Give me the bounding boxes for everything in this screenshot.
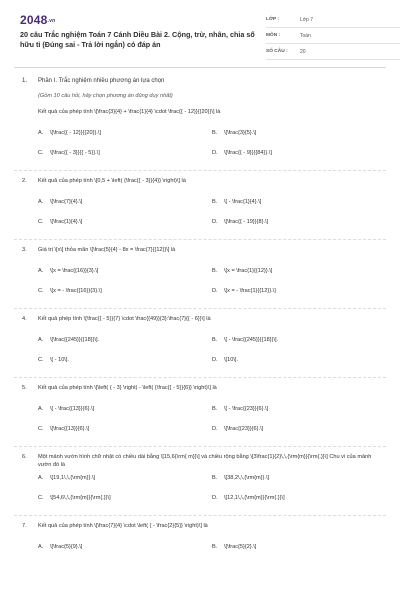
option-a[interactable] [38, 475, 95, 481]
option-label: A. [38, 199, 44, 205]
option-row [14, 353, 386, 373]
page-header [14, 0, 386, 68]
divider [14, 515, 386, 516]
option-text: \[x = - \frac{{16}}{3}.\] [50, 288, 102, 294]
option-label: D. [212, 426, 218, 432]
option-label: B. [212, 406, 218, 412]
question-body: Kết quả của phép tính \[\frac{3}{4} + \frac{1}{4} \cdot \frac{{ - 12}}{{20}}\] là [38, 109, 221, 115]
question-1 [14, 106, 386, 166]
option-a[interactable] [38, 544, 82, 550]
option-d[interactable] [212, 150, 272, 156]
question-body: Kết quả của phép tính \[\frac{7}{4} \cdot \left( { - \frac{2}{5}} \right)\] là [38, 523, 208, 529]
meta-key: SỐ CÂU : [266, 49, 288, 54]
option-b[interactable] [212, 406, 268, 412]
meta-row-count [266, 44, 400, 60]
option-text: \[\frac{{ - 3}}{{ - 5}}.\] [50, 150, 100, 156]
question-6 [14, 451, 386, 511]
option-row [14, 195, 386, 215]
option-row [14, 491, 386, 511]
question-body: Một mảnh vườn hình chữ nhật có chiều dài bằng \[15,6{\rm{ m}}\] và chiều rộng bằng \[3\frac{1}{2}\,\,{\rm{m}}{\rm{.}}\] Chu vi của mảnh vườn đó là [38, 454, 372, 469]
divider [14, 170, 386, 171]
meta-value: Lớp 7 [300, 16, 314, 23]
option-label: A. [38, 268, 44, 274]
option-row [14, 264, 386, 284]
option-text: \[\frac{3}{5}.\] [224, 130, 257, 136]
option-c[interactable] [38, 357, 69, 363]
option-row [14, 284, 386, 304]
question-number: 2. [22, 178, 27, 184]
option-a[interactable] [38, 268, 98, 274]
question-text [14, 382, 386, 402]
option-label: B. [212, 130, 218, 136]
option-row [14, 215, 386, 235]
question-body: Kết quả của phép tính \[0,5 + \left( {\frac{{ - 3}}{4}} \right)\] là [38, 178, 186, 184]
logo-suffix: .vn [47, 17, 56, 24]
option-label: A. [38, 130, 44, 136]
option-text: \[x = \frac{1}{{12}}.\] [224, 268, 273, 274]
question-body: Giá trị \[x\] thỏa mãn \[\frac{5}{4} - 8x = \frac{7}{{12}}\] là [38, 247, 176, 253]
option-label: C. [38, 288, 44, 294]
option-text: \[\frac{5}{9}.\] [50, 544, 83, 550]
option-c[interactable] [38, 219, 82, 225]
option-d[interactable] [212, 426, 263, 432]
question-text [14, 175, 386, 195]
option-text: \[ - \frac{{13}}{6}.\] [50, 406, 95, 412]
option-text: \[10\]. [224, 357, 238, 363]
meta-value: Toán [300, 32, 311, 39]
option-c[interactable] [38, 288, 102, 294]
question-number: 3. [22, 247, 27, 253]
option-d[interactable] [212, 219, 268, 225]
option-b[interactable] [212, 337, 278, 343]
section-title: Phần I. Trắc nghiệm nhiều phương án lựa chọn [38, 78, 165, 84]
option-text: \[ - \frac{{23}}{6}.\] [224, 406, 269, 412]
option-d[interactable] [212, 357, 238, 363]
meta-panel [266, 12, 400, 60]
divider [14, 308, 386, 309]
option-label: C. [38, 495, 44, 501]
option-row [14, 126, 386, 146]
option-text: \[\frac{1}{4}.\] [50, 219, 83, 225]
option-text: \[38,2\,\,{\rm{m}}.\] [224, 475, 270, 481]
option-b[interactable] [212, 199, 261, 205]
option-text: \[x = \frac{{16}}{3}.\] [50, 268, 99, 274]
option-text: \[\frac{{ - 12}}{{20}}.\] [50, 130, 102, 136]
page-title: 20 câu Trắc nghiệm Toán 7 Cánh Diều Bài 2. Cộng, trừ, nhân, chia số hữu tỉ (Đúng sai - Trả lời ngắn) có đáp án [20, 30, 255, 49]
question-number: 4. [22, 316, 27, 322]
option-label: B. [212, 544, 218, 550]
option-label: C. [38, 357, 44, 363]
question-number: 7. [22, 523, 27, 529]
option-c[interactable] [38, 426, 89, 432]
divider [14, 446, 386, 447]
site-logo[interactable] [20, 13, 55, 27]
question-text [14, 244, 386, 264]
option-label: B. [212, 199, 218, 205]
question-body: Kết quả của phép tính \[\left( { - 3} \right) - \left( {\frac{{ - 5}}{6}} \right)\] là [38, 385, 217, 391]
section-number: 1. [22, 78, 28, 84]
option-text: \[ - \frac{1}{4}.\] [224, 199, 262, 205]
option-text: \[12,1\,\,{\rm{m}}{\rm{.}}\] [224, 495, 285, 501]
option-label: B. [212, 337, 218, 343]
option-label: D. [212, 219, 218, 225]
meta-key: LỚP : [266, 17, 280, 22]
question-4 [14, 313, 386, 373]
question-body: Kết quả phép tính \[\frac{{ - 5}}{7} \cdot \frac{{49}}{3}:\frac{7}{{ - 6}}\] là [38, 316, 211, 322]
option-label: D. [212, 288, 218, 294]
divider [14, 239, 386, 240]
option-row [14, 146, 386, 166]
option-text: \[54,6\,\,{\rm{m}}{\rm{.}}\] [50, 495, 111, 501]
option-row [14, 333, 386, 353]
option-text: \[ - 10\]. [50, 357, 69, 363]
option-row [14, 540, 386, 560]
option-d[interactable] [212, 288, 276, 294]
option-b[interactable] [212, 130, 256, 136]
option-label: A. [38, 406, 44, 412]
option-b[interactable] [212, 544, 256, 550]
option-label: D. [212, 357, 218, 363]
option-label: C. [38, 150, 44, 156]
meta-key: MÔN : [266, 33, 281, 38]
option-d[interactable] [212, 495, 285, 501]
option-a[interactable] [38, 130, 101, 136]
option-label: A. [38, 544, 44, 550]
divider [14, 377, 386, 378]
option-label: B. [212, 475, 218, 481]
option-label: D. [212, 495, 218, 501]
option-text: \[\frac{5}{2}.\] [224, 544, 257, 550]
section-heading [14, 76, 386, 89]
option-label: C. [38, 219, 44, 225]
option-text: \[\frac{{13}}{6}.\] [50, 426, 90, 432]
quiz-content [14, 76, 386, 560]
question-text [14, 520, 386, 540]
option-label: A. [38, 337, 44, 343]
logo-text: 2048 [20, 13, 48, 27]
option-c[interactable] [38, 150, 100, 156]
question-number: 6. [22, 454, 27, 460]
option-a[interactable] [38, 337, 99, 343]
option-text: \[\frac{{23}}{6}.\] [224, 426, 264, 432]
option-c[interactable] [38, 495, 111, 501]
option-a[interactable] [38, 199, 82, 205]
section-note: (Gồm 10 câu hỏi, hãy chọn phương án đúng duy nhất) [38, 93, 173, 99]
question-3 [14, 244, 386, 304]
option-text: \[ - \frac{{245}}{{18}}\]. [224, 337, 279, 343]
meta-row-class [266, 12, 400, 28]
question-2 [14, 175, 386, 235]
option-b[interactable] [212, 268, 272, 274]
option-text: \[\frac{{245}}{{18}}\]. [50, 337, 100, 343]
option-text: \[x = - \frac{1}{{12}}.\] [224, 288, 276, 294]
option-row [14, 422, 386, 442]
option-a[interactable] [38, 406, 94, 412]
question-7 [14, 520, 386, 560]
option-label: D. [212, 150, 218, 156]
question-text [14, 106, 386, 126]
option-label: C. [38, 426, 44, 432]
question-5 [14, 382, 386, 442]
question-text [14, 451, 386, 471]
option-label: B. [212, 268, 218, 274]
meta-value: 20 [300, 48, 306, 55]
question-number: 5. [22, 385, 27, 391]
option-b[interactable] [212, 475, 269, 481]
option-text: \[\frac{{ - 9}}{{84}}.\] [224, 150, 272, 156]
option-text: \[\frac{7}{4}.\] [50, 199, 83, 205]
option-label: A. [38, 475, 44, 481]
option-text: \[19,1\,\,{\rm{m}}.\] [50, 475, 96, 481]
question-text [14, 313, 386, 333]
option-row [14, 471, 386, 491]
meta-row-subject [266, 28, 400, 44]
option-text: \[\frac{{ - 19}}{8}.\] [224, 219, 269, 225]
option-row [14, 402, 386, 422]
